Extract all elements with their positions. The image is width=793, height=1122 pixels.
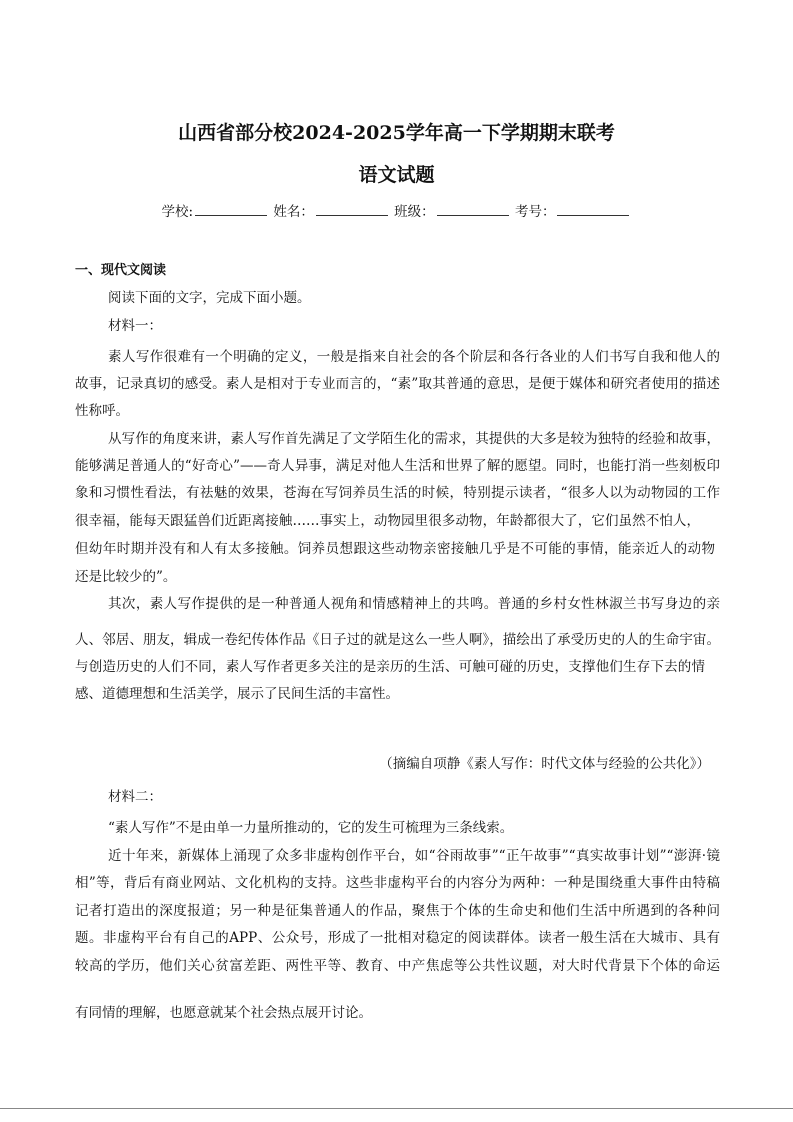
- text-line: 与创造历史的人们不同，素人写作者更多关注的是亲历的生活、可触可碰的历史，支撑他们生存下去的情: [75, 659, 705, 675]
- exam-number-label: 考号：: [514, 204, 556, 220]
- text-line: 象和习惯性看法，有祛魅的效果，苍海在写饲养员生活的时候，特别提示读者，“很多人以为动物园的工作: [75, 485, 720, 501]
- class-field[interactable]: [437, 203, 509, 216]
- school-field[interactable]: [195, 203, 267, 216]
- text-line: 题。非虚构平台有自己的APP、公众号，形成了一批相对稳定的阅读群体。读者一般生活在大城市、具有: [75, 930, 720, 946]
- text-line: 性称呼。: [75, 403, 129, 419]
- text-line: 较高的学历，他们关心贫富差距、两性平等、教育、中产焦虑等公共性议题，对大时代背景下个体的命运: [75, 958, 720, 974]
- material2-label: 材料二：: [108, 789, 162, 805]
- school-label: 学校:: [161, 204, 194, 220]
- text-line: 能够满足普通人的“好奇心”——奇人异事，满足对他人生活和世界了解的愿望。同时，也能打消一些刻板印: [75, 458, 720, 474]
- text-line: 很幸福，能每天跟猛兽们近距离接触……事实上，动物园里很多动物，年龄都很大了，它们虽然不怕人，: [75, 513, 700, 529]
- student-info-form: [0, 200, 793, 220]
- page-bottom-rule: [0, 1108, 793, 1109]
- text-line: 有同情的理解，也愿意就某个社会热点展开讨论。: [75, 1005, 372, 1021]
- exam-subtitle: 语文试题: [358, 164, 435, 186]
- text-line: 故事，记录真切的感受。素人是相对于专业而言的，“素”取其普通的意思，是便于媒体和研究者使用的描述: [75, 376, 720, 392]
- text-line: 近十年来，新媒体上涌现了众多非虚构创作平台，如“谷雨故事”“正午故事”“真实故事计划”“澎湃·镜: [108, 848, 720, 864]
- text-line: 记者打造出的深度报道；另一种是征集普通人的作品，聚焦于个体的生命史和他们生活中所遇到的各种问: [75, 903, 720, 919]
- class-label: 班级：: [394, 204, 435, 220]
- section-heading: 一、现代文阅读: [75, 263, 167, 278]
- text-line: 其次，素人写作提供的是一种普通人视角和情感精神上的共鸣。普通的乡村女性林淑兰书写身边的亲: [108, 596, 720, 612]
- name-field[interactable]: [316, 203, 388, 216]
- text-line: “素人写作”不是由单一力量所推动的，它的发生可梳理为三条线索。: [108, 820, 514, 836]
- name-label: 姓名：: [273, 204, 314, 220]
- text-line: 相”等，背后有商业网站、文化机构的支持。这些非虚构平台的内容分为两种：一种是围绕重大事件由特稿: [75, 875, 720, 891]
- text-line: 感、道德理想和生活美学，展示了民间生活的丰富性。: [75, 686, 399, 702]
- text-line: 从写作的角度来讲，素人写作首先满足了文学陌生化的需求，其提供的大多是较为独特的经验和故事，: [108, 431, 720, 447]
- exam-title: 山西省部分校2024-2025学年高一下学期期末联考: [178, 122, 615, 144]
- material1-label: 材料一：: [108, 318, 162, 334]
- text-line: 素人写作很难有一个明确的定义，一般是指来自社会的各个阶层和各行各业的人们书写自我和他人的: [108, 349, 720, 365]
- text-line: 还是比较少的”。: [75, 569, 177, 585]
- text-line: 但幼年时期并没有和人有太多接触。饲养员想跟这些动物亲密接触几乎是不可能的事情，能亲近人的动物: [75, 541, 715, 557]
- text-line: 人、邻居、朋友，辑成一卷纪传体作品《日子过的就是这么一些人啊》，描绘出了承受历史的人的生命宇宙。: [75, 632, 720, 648]
- instruction: 阅读下面的文字，完成下面小题。: [108, 290, 311, 306]
- material1-source: （摘编自项静《素人写作：时代文体与经验的公共化》）: [379, 756, 710, 772]
- exam-number-field[interactable]: [557, 203, 629, 216]
